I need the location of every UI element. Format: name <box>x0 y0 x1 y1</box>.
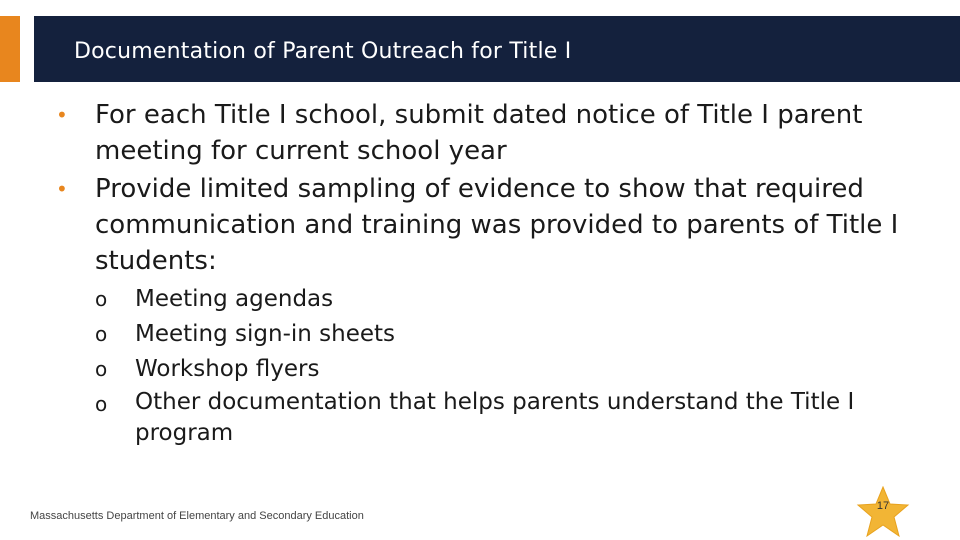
subbullet-item <box>95 317 935 352</box>
bullet-item <box>50 171 950 279</box>
circle-outline-icon: o <box>95 357 108 381</box>
circle-outline-icon: o <box>95 287 108 311</box>
footer-text: Massachusetts Department of Elementary and Secondary Education <box>30 510 364 522</box>
bullet-list <box>50 97 950 281</box>
subbullet-item <box>95 352 935 387</box>
bullet-dot-icon: • <box>56 177 68 201</box>
bullet-text: Provide limited sampling of evidence to show that required communication and training was provided to parents of Title I students: <box>95 174 899 276</box>
subbullet-item <box>95 387 935 449</box>
circle-outline-icon: o <box>95 322 108 346</box>
subbullet-text: Other documentation that helps parents understand the Title I program <box>135 389 855 446</box>
bullet-dot-icon: • <box>56 103 68 127</box>
subbullet-item <box>95 282 935 317</box>
accent-bar <box>0 16 20 82</box>
bullet-text: For each Title I school, submit dated notice of Title I parent meeting for current school year <box>95 100 863 166</box>
subbullet-text: Workshop flyers <box>135 356 320 382</box>
subbullet-text: Meeting agendas <box>135 286 334 312</box>
subbullet-list <box>95 282 935 449</box>
bullet-item <box>50 97 950 169</box>
title-bar <box>34 16 960 82</box>
page-number: 17 <box>876 500 890 512</box>
slide-title: Documentation of Parent Outreach for Title I <box>74 39 572 64</box>
circle-outline-icon: o <box>95 392 108 416</box>
star-icon <box>856 486 910 538</box>
subbullet-text: Meeting sign-in sheets <box>135 321 396 347</box>
